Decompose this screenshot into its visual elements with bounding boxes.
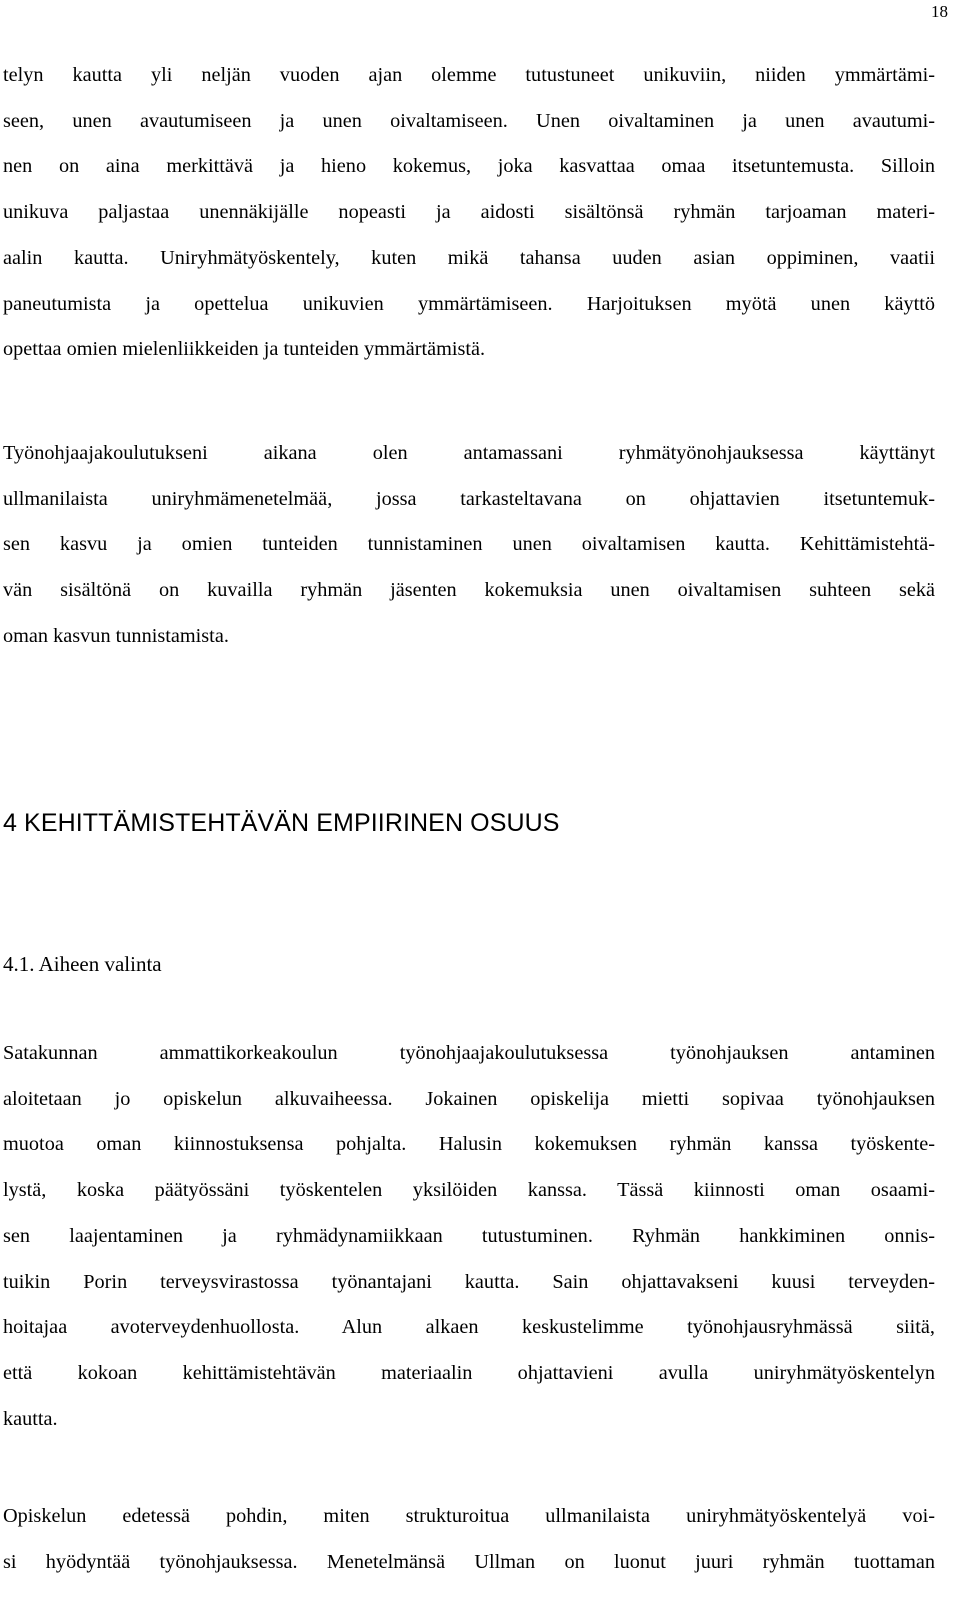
text-line: muotoa oman kiinnostuksensa pohjalta. Halusin kokemuksen ryhmän kanssa työskente- [3, 1133, 935, 1156]
text-line: paneutumista ja opettelua unikuvien ymmärtämiseen. Harjoituksen myötä unen käyttö [3, 292, 935, 315]
text-line: Satakunnan ammattikorkeakoulun työnohjaajakoulutuksessa työnohjauksen antaminen [3, 1042, 935, 1064]
text-line: sen laajentaminen ja ryhmädynamiikkaan tutustuminen. Ryhmän hankkiminen onnis- [3, 1224, 935, 1247]
text-line: si hyödyntää työnohjauksessa. Menetelmänsä Ullman on luonut juuri ryhmän tuottaman [3, 1550, 935, 1573]
subsection-heading: 4.1. Aiheen valinta [3, 952, 162, 976]
text-line: hoitajaa avoterveydenhuollosta. Alun alkaen keskustelimme työnohjausryhmässä siitä, [3, 1316, 935, 1339]
text-line: nen on aina merkittävä ja hieno kokemus, joka kasvattaa omaa itsetuntemusta. Silloin [3, 155, 935, 178]
text-line: lystä, koska päätyössäni työskentelen yksilöiden kanssa. Tässä kiinnosti oman osaami- [3, 1179, 935, 1202]
text-line: sen kasvu ja omien tunteiden tunnistaminen unen oivaltamisen kautta. Kehittämistehtä- [3, 533, 935, 556]
text-line: seen, unen avautumiseen ja unen oivaltamiseen. Unen oivaltaminen ja unen avautumi- [3, 109, 935, 132]
text-line: ullmanilaista uniryhmämenetelmää, jossa tarkasteltavana on ohjattavien itsetuntemuk- [3, 487, 935, 510]
paragraph-training [3, 431, 935, 660]
paragraph-intro [3, 53, 935, 373]
text-line: tuikin Porin terveysvirastossa työnantajani kautta. Sain ohjattavakseni kuusi terveyden- [3, 1270, 935, 1293]
page-number: 18 [931, 2, 948, 21]
text-line: oman kasvun tunnistamista. [3, 624, 229, 647]
text-line: aalin kautta. Uniryhmätyöskentely, kuten mikä tahansa uuden asian oppiminen, vaatii [3, 246, 935, 269]
text-line: Työnohjaajakoulutukseni aikana olen antamassani ryhmätyönohjauksessa käyttänyt [3, 442, 935, 464]
text-line: vän sisältönä on kuvailla ryhmän jäsenten kokemuksia unen oivaltamisen suhteen sekä [3, 579, 935, 602]
text-line: telyn kautta yli neljän vuoden ajan olemme tutustuneet unikuviin, niiden ymmärtämi- [3, 64, 935, 86]
text-line: opettaa omien mielenliikkeiden ja tunteiden ymmärtämistä. [3, 338, 486, 361]
section-heading: 4 KEHITTÄMISTEHTÄVÄN EMPIIRINEN OSUUS [3, 809, 560, 837]
text-line: että kokoan kehittämistehtävän materiaalin ohjattavieni avulla uniryhmätyöskentelyn [3, 1361, 935, 1384]
paragraph-studies [3, 1494, 935, 1585]
text-line: kautta. [3, 1407, 58, 1430]
text-line: aloitetaan jo opiskelun alkuvaiheessa. Jokainen opiskelija mietti sopivaa työnohjauksen [3, 1087, 935, 1110]
text-line: Opiskelun edetessä pohdin, miten strukturoitua ullmanilaista uniryhmätyöskentelyä voi- [3, 1505, 935, 1527]
text-line: unikuva paljastaa unennäkijälle nopeasti ja aidosti sisältönsä ryhmän tarjoaman materi- [3, 201, 935, 224]
paragraph-topic-selection [3, 1031, 935, 1442]
